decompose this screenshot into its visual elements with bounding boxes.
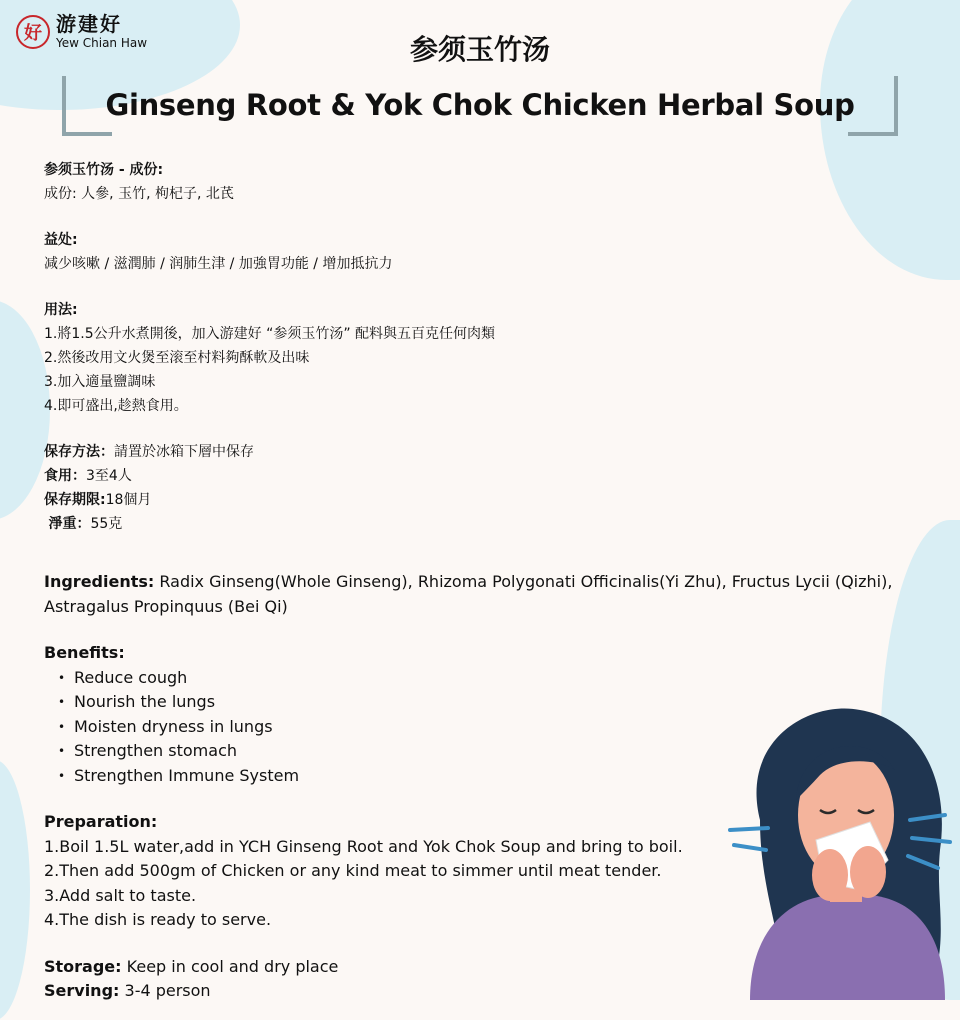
en-preparation-heading: Preparation: — [44, 812, 158, 831]
title-block — [0, 28, 960, 134]
cn-shelf-text: 18個月 — [105, 492, 152, 508]
cn-storage-line — [44, 440, 924, 464]
en-serving-label: Serving: — [44, 981, 120, 1000]
list-item: • Nourish the lungs — [74, 690, 924, 715]
en-preparation-step: 4.The dish is ready to serve. — [44, 910, 272, 929]
cn-serving-label: 食用： — [44, 468, 86, 484]
title-frame — [62, 76, 898, 134]
logo-mark-icon: 好 — [16, 15, 50, 49]
en-storage-section — [44, 955, 924, 1004]
en-benefits-heading: Benefits: — [44, 643, 125, 662]
cn-ingredients-heading: 参须玉竹汤 - 成份: — [44, 162, 164, 178]
en-storage-text: Keep in cool and dry place — [121, 956, 339, 976]
cn-storage-text: 請置於冰箱下層中保存 — [114, 444, 254, 460]
cn-usage-step: 2.然後改用文火煲至滚至村料夠酥軟及出味 — [44, 350, 310, 366]
page-title-cn: 参须玉竹汤 — [409, 33, 550, 66]
en-preparation-step: 3.Add salt to taste. — [44, 885, 197, 905]
en-preparation-step: 2.Then add 500gm of Chicken or any kind meat to simmer until meat tender. — [44, 861, 662, 880]
page-title-en: Ginseng Root & Yok Chok Chicken Herbal Soup — [105, 88, 855, 122]
cn-storage-section — [44, 440, 924, 536]
cn-usage-step: 4.即可盛出,趁熱食用。 — [44, 398, 188, 414]
cn-usage-step: 3.加入適量鹽調味 — [44, 374, 156, 390]
cn-shelf-line — [44, 488, 924, 512]
benefit-list — [44, 666, 924, 789]
decor-blob — [0, 760, 30, 1020]
cn-weight-text: 55克 — [90, 516, 123, 532]
cn-usage-section — [44, 298, 924, 418]
bracket-left-decor — [62, 76, 112, 136]
en-preparation-section — [44, 810, 924, 933]
en-ingredients-section — [44, 570, 924, 619]
brand-name-cn: 游建好 — [56, 12, 122, 36]
cn-ingredients-section — [44, 158, 924, 206]
cn-benefits-text: 减少咳嗽 / 滋潤肺 / 润肺生津 / 加強胃功能 / 增加抵抗力 — [44, 256, 393, 272]
cn-serving-line — [44, 464, 924, 488]
cn-shelf-label: 保存期限: — [44, 492, 106, 508]
en-serving-text: 3-4 person — [119, 981, 211, 1000]
en-ingredients-text: Radix Ginseng(Whole Ginseng), Rhizoma Polygonati Officinalis(Yi Zhu), Fructus Lycii (Qizhi), Astragalus Propinquus (Bei Qi) — [44, 572, 893, 616]
en-storage-line — [44, 955, 924, 980]
cn-usage-step: 1.將1.5公升水煮開後，加入游建好 “参须玉竹汤” 配料與五百克任何肉類 — [44, 326, 496, 342]
list-item: • Strengthen stomach — [74, 739, 924, 764]
en-preparation-step: 1.Boil 1.5L water,add in YCH Ginseng Root and Yok Chok Soup and bring to boil. — [44, 836, 683, 856]
cn-weight-line — [44, 512, 924, 536]
en-benefits-section — [44, 641, 924, 788]
cn-benefits-heading: 益处: — [44, 232, 78, 248]
list-item: • Reduce cough — [74, 666, 924, 691]
cn-storage-label: 保存方法： — [44, 444, 114, 460]
cn-serving-text: 3至4人 — [86, 468, 132, 484]
bracket-right-decor — [848, 76, 898, 136]
cn-ingredients-text: 成份: 人參, 玉竹, 枸杞子, 北芪 — [44, 186, 234, 202]
list-item: • Moisten dryness in lungs — [74, 715, 924, 740]
cn-benefits-section — [44, 228, 924, 276]
en-storage-label: Storage: — [44, 956, 122, 976]
en-ingredients-label: Ingredients: — [44, 572, 155, 591]
product-info — [44, 158, 924, 1004]
decor-blob — [0, 300, 50, 520]
cn-weight-label: 淨重： — [48, 516, 91, 532]
brand-name-en: Yew Chian Haw — [56, 36, 148, 50]
list-item: • Strengthen Immune System — [74, 764, 924, 789]
cn-usage-heading: 用法: — [44, 302, 78, 318]
